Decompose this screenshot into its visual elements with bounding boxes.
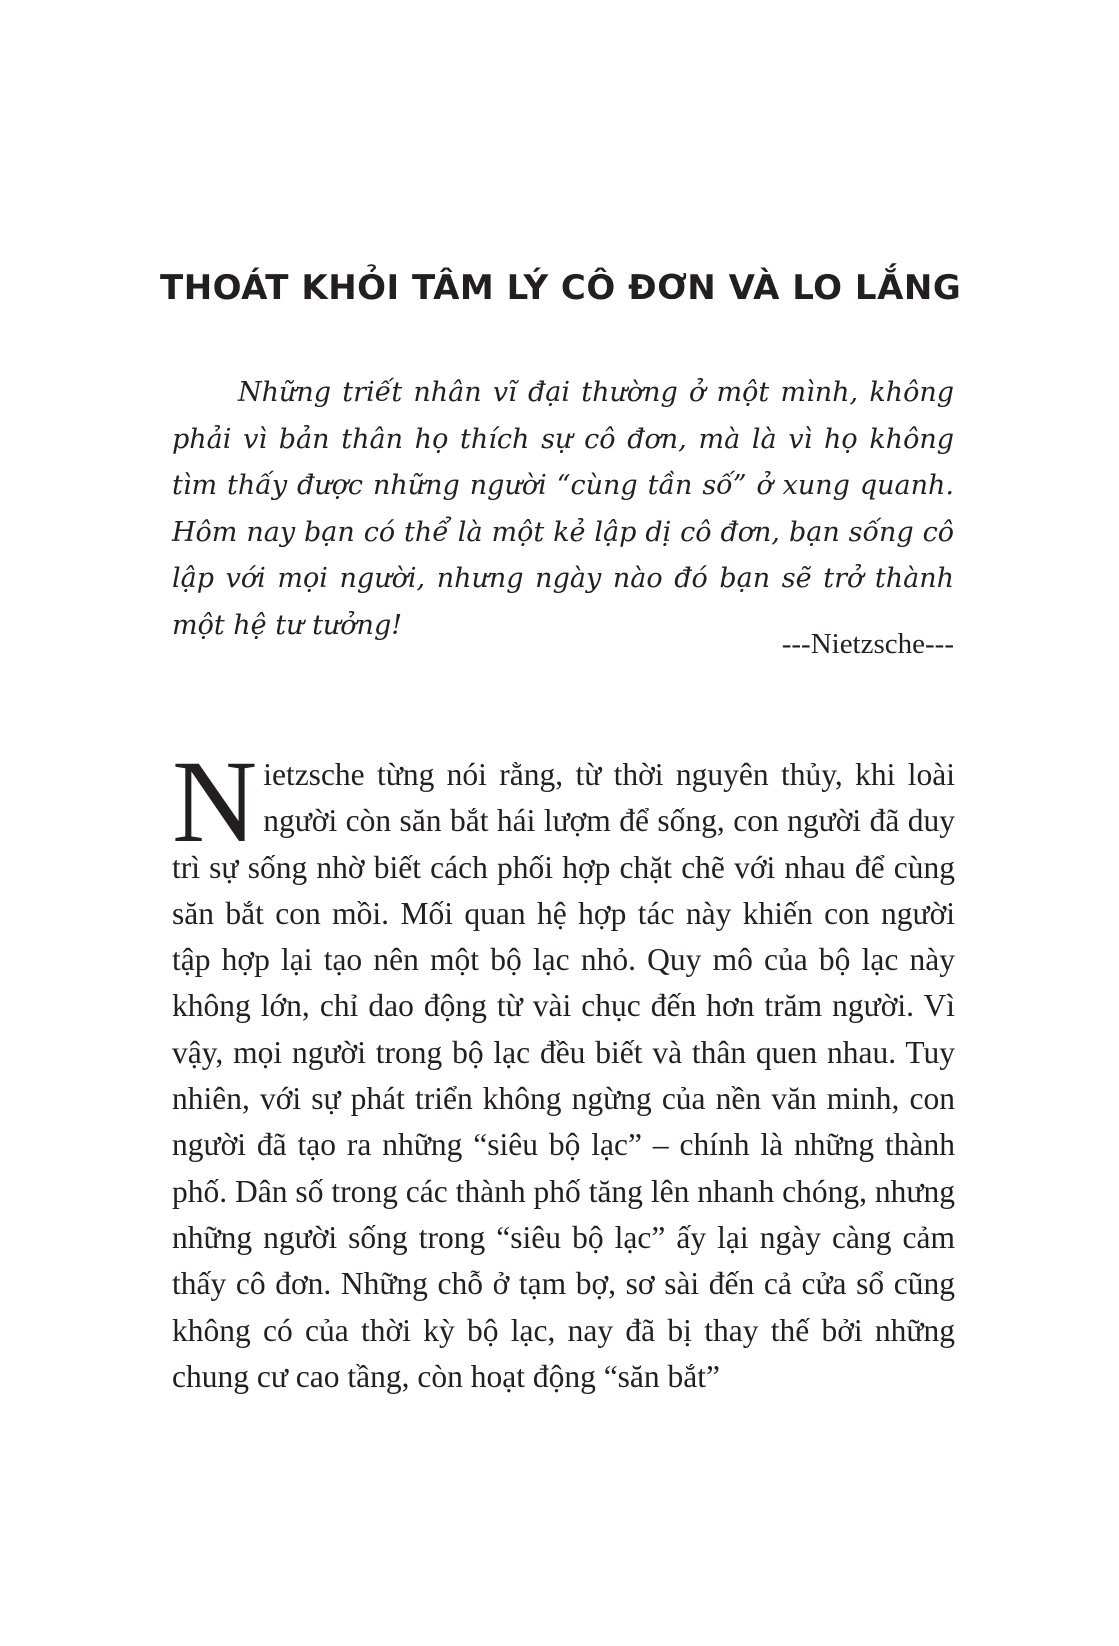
body-paragraph xyxy=(172,736,955,1400)
chapter-title: THOÁT KHỎI TÂM LÝ CÔ ĐƠN VÀ LO LẮNG xyxy=(160,268,962,308)
epigraph-author: ---Nietzsche--- xyxy=(781,628,954,660)
epigraph-quote: Những triết nhân vĩ đại thường ở một mình, không phải vì bản thân họ thích sự cô đơn, mà là vì họ không tìm thấy được những người “cùng tần số” ở xung quanh. Hôm nay bạn có thể là một kẻ lập dị cô đơn, bạn sống cô lập với mọi người, nhưng ngày nào đó bạn sẽ trở thành một hệ tư tưởng! xyxy=(172,377,954,641)
drop-cap-letter: N xyxy=(172,736,258,867)
body-paragraph-text: ietzsche từng nói rằng, từ thời nguyên thủy, khi loài người còn săn bắt hái lượm để sống, con người đã duy trì sự sống nhờ biết cách phối hợp chặt chẽ với nhau để cùng săn bắt con mồi. Mối quan hệ hợp tác này khiến con người tập hợp lại tạo nên một bộ lạc nhỏ. Quy mô của bộ lạc này không lớn, chỉ dao động từ vài chục đến hơn trăm người. Vì vậy, mọi người trong bộ lạc đều biết và thân quen nhau. Tuy nhiên, với sự phát triển không ngừng của nền văn minh, con người đã tạo ra những “siêu bộ lạc” – chính là những thành phố. Dân số trong các thành phố tăng lên nhanh chóng, nhưng những người sống trong “siêu bộ lạc” ấy lại ngày càng cảm thấy cô đơn. Những chỗ ở tạm bợ, sơ sài đến cả cửa sổ cũng không có của thời kỳ bộ lạc, nay đã bị thay thế bởi những chung cư cao tầng, còn hoạt động “săn bắt” xyxy=(172,757,955,1394)
